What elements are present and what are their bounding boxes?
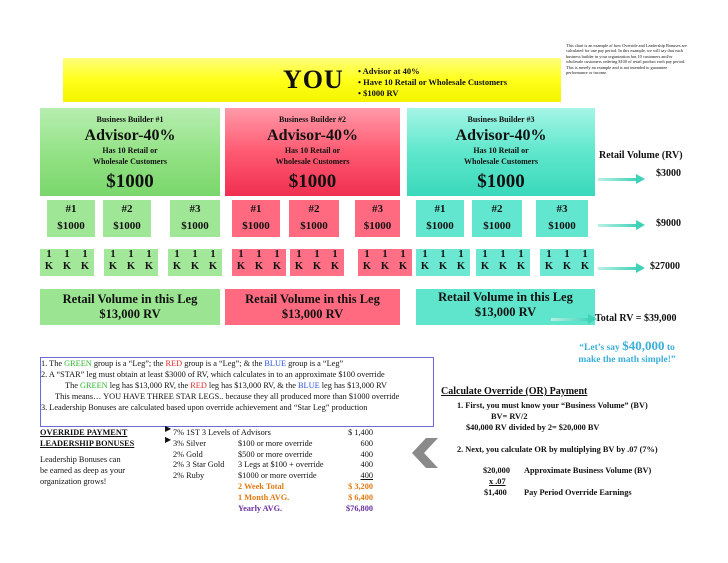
calc-formula: BV= RV/2 xyxy=(491,412,528,421)
level3-unit: K xyxy=(362,261,372,272)
override-amount: 400 xyxy=(360,449,373,459)
explanation-box xyxy=(40,357,434,427)
calc-value: $20,000 xyxy=(483,466,510,475)
override-pct: 2% Ruby xyxy=(173,471,205,481)
level3-count: 1 xyxy=(482,249,488,260)
level3-unit: K xyxy=(398,261,408,272)
level3-count: 1 xyxy=(110,249,116,260)
you-bullet: • Advisor at 40% xyxy=(358,66,420,76)
level2-box xyxy=(289,200,339,237)
level3-cell xyxy=(168,249,222,276)
calc-multiplier: x .07 xyxy=(489,477,506,486)
calc-step-1: 1. First, you must know your “Business Volume” (BV) xyxy=(457,401,648,410)
level2-num: #1 xyxy=(65,203,77,215)
calc-value: $1,400 xyxy=(484,488,507,497)
rv-value: $9000 xyxy=(656,218,681,229)
rv-total: Total RV = $39,000 xyxy=(595,313,677,324)
rv-header: Retail Volume (RV) xyxy=(599,150,683,161)
level3-unit: K xyxy=(254,261,264,272)
override-requirement: $500 or more override xyxy=(238,449,313,459)
leg-value: $13,000 RV xyxy=(474,305,537,319)
rv-value: $27000 xyxy=(650,261,680,272)
level3-unit: K xyxy=(380,261,390,272)
builder-line: Has 10 Retail or xyxy=(102,146,158,155)
level2-value: $1000 xyxy=(57,220,85,232)
level2-value: $1000 xyxy=(113,220,141,232)
level3-count: 1 xyxy=(458,249,464,260)
total-amount: $76,800 xyxy=(346,503,373,513)
lets-say-callout xyxy=(566,340,688,366)
override-amount: 400 xyxy=(360,460,373,470)
total-label: 2 Week Total xyxy=(238,481,284,491)
calc-label: Pay Period Override Earnings xyxy=(524,488,632,497)
level2-box xyxy=(536,200,588,237)
lets-say-text: make the math simple!” xyxy=(578,355,676,365)
explain-line: 1. The GREEN group is a “Leg”; the RED group is a “Leg”; & the BLUE group is a “Leg” xyxy=(41,359,344,368)
business-builder-3-box xyxy=(407,108,595,196)
override-row xyxy=(173,471,373,482)
desc-line: organization grows! xyxy=(40,476,107,486)
calc-label: Approximate Business Volume (BV) xyxy=(524,466,652,475)
level3-count: 1 xyxy=(314,249,320,260)
builder-rank: Advisor-40% xyxy=(84,127,176,144)
you-title: YOU xyxy=(283,65,344,94)
level2-num: #3 xyxy=(189,203,201,215)
level3-unit: K xyxy=(272,261,282,272)
lets-say-amount: $40,000 xyxy=(622,338,665,353)
builder-line: Wholesale Customers xyxy=(93,157,167,166)
builder-label: Business Builder #1 xyxy=(96,115,164,124)
override-pct: 2% 3 Star Gold xyxy=(173,460,225,470)
leadership-description xyxy=(40,455,125,487)
builder-label: Business Builder #3 xyxy=(467,115,535,124)
business-builder-1-box xyxy=(40,108,220,196)
lets-say-text: “Let’s say xyxy=(579,343,623,353)
level3-count: 1 xyxy=(174,249,180,260)
arrow-right-icon xyxy=(636,174,645,184)
leg-value: $13,000 RV xyxy=(99,307,161,321)
level3-unit: K xyxy=(294,261,304,272)
level3-unit: K xyxy=(456,261,466,272)
business-builder-2-box xyxy=(225,108,400,196)
leg-value: $13,000 RV xyxy=(281,307,344,321)
level2-box xyxy=(472,200,522,237)
level3-count: 1 xyxy=(82,249,88,260)
level3-unit: K xyxy=(516,261,526,272)
level3-cell xyxy=(290,249,344,276)
override-pct: 3% Silver xyxy=(173,438,206,448)
level3-count: 1 xyxy=(238,249,244,260)
level2-value: $1000 xyxy=(548,220,576,232)
level3-unit: K xyxy=(562,261,572,272)
builder-line: Has 10 Retail or xyxy=(473,146,529,155)
override-amount: $ 1,400 xyxy=(348,428,373,437)
bullet-arrow-icon: ▶ xyxy=(165,424,172,433)
builder-line: Wholesale Customers xyxy=(464,157,538,166)
override-heading: OVERRIDE PAYMENT xyxy=(40,428,128,437)
override-row xyxy=(173,428,373,439)
override-amount: 400 xyxy=(360,471,373,481)
level3-cell xyxy=(232,249,286,276)
level3-unit: K xyxy=(498,261,508,272)
level2-num: #1 xyxy=(434,203,446,215)
level2-num: #3 xyxy=(556,203,568,215)
you-bullets xyxy=(358,66,507,99)
level3-count: 1 xyxy=(500,249,506,260)
total-label: 1 Month AVG. xyxy=(238,492,290,502)
level3-count: 1 xyxy=(518,249,524,260)
leg-volume-green xyxy=(40,289,220,325)
builder-line: Wholesale Customers xyxy=(275,157,350,166)
override-row xyxy=(173,439,373,450)
level3-cell xyxy=(358,249,412,276)
level2-num: #1 xyxy=(250,203,262,215)
arrow-line xyxy=(598,178,638,181)
calc-title: Calculate Override (OR) Payment xyxy=(441,386,588,397)
explain-line: 2. A “STAR” leg must obtain at least $3000 of RV, which calculates in to an approximate $100 override xyxy=(41,370,385,379)
level2-value: $1000 xyxy=(242,220,270,232)
level3-unit: K xyxy=(190,261,200,272)
level3-count: 1 xyxy=(256,249,262,260)
level3-unit: K xyxy=(44,261,54,272)
level3-unit: K xyxy=(480,261,490,272)
override-amount: 600 xyxy=(360,438,373,448)
level3-count: 1 xyxy=(400,249,406,260)
leg-title: Retail Volume in this Leg xyxy=(438,290,573,304)
level3-unit: K xyxy=(62,261,72,272)
explain-line: This means… YOU HAVE THREE STAR LEGS.. because they all produced more than $1000 override xyxy=(55,392,400,401)
level2-box xyxy=(416,200,464,237)
chevron-left-icon xyxy=(412,438,438,468)
you-bullet: • $1000 RV xyxy=(358,88,399,98)
level3-count: 1 xyxy=(192,249,198,260)
level3-unit: K xyxy=(420,261,430,272)
desc-line: be earned as deep as your xyxy=(40,465,126,475)
level3-unit: K xyxy=(330,261,340,272)
total-amount: $ 6,400 xyxy=(348,492,373,502)
level3-unit: K xyxy=(312,261,322,272)
level2-value: $1000 xyxy=(181,220,209,232)
level3-count: 1 xyxy=(382,249,388,260)
level3-count: 1 xyxy=(296,249,302,260)
arrow-line xyxy=(551,318,591,321)
level3-unit: K xyxy=(580,261,590,272)
builder-amount: $1000 xyxy=(106,171,154,192)
level2-box xyxy=(232,200,280,237)
you-bullet: • Have 10 Retail or Wholesale Customers xyxy=(358,77,508,87)
builder-amount: $1000 xyxy=(477,171,525,192)
arrow-line xyxy=(598,267,638,270)
leg-title: Retail Volume in this Leg xyxy=(62,292,198,306)
level3-count: 1 xyxy=(64,249,70,260)
level3-unit: K xyxy=(108,261,118,272)
level2-num: #2 xyxy=(491,203,503,215)
level2-value: $1000 xyxy=(363,220,392,232)
disclaimer-note: This chart is an example of how Override and Leadership Bonuses are calculated for one pay period. In this example, we will say that each business builder in your organization has 10 customers and/or wholesale customers ordering $100 of retail product each pay period. This is merely an example and is not intended to guarantee performance or income. xyxy=(566,43,687,76)
level3-unit: K xyxy=(144,261,154,272)
level3-unit: K xyxy=(126,261,136,272)
level2-box xyxy=(103,200,151,237)
override-row xyxy=(173,450,373,461)
calc-step-2: 2. Next, you calculate OR by multiplying BV by .07 (7%) xyxy=(457,445,658,454)
level3-count: 1 xyxy=(274,249,280,260)
level3-count: 1 xyxy=(146,249,152,260)
override-table xyxy=(173,428,373,514)
level3-count: 1 xyxy=(422,249,428,260)
level3-count: 1 xyxy=(210,249,216,260)
level3-count: 1 xyxy=(546,249,552,260)
total-amount: $ 3,200 xyxy=(348,481,373,491)
level3-cell xyxy=(40,249,94,276)
level2-num: #3 xyxy=(372,203,383,215)
explain-line: The GREEN leg has $13,000 RV, the RED leg has $13,000 RV, & the BLUE leg has $13,000 RV xyxy=(65,381,387,390)
arrow-line xyxy=(598,224,638,227)
override-row xyxy=(173,460,373,471)
arrow-right-icon xyxy=(636,263,645,273)
override-total-row xyxy=(173,493,373,504)
override-requirement: 3 Legs at $100 + override xyxy=(238,460,324,470)
level2-box xyxy=(47,200,95,237)
level3-unit: K xyxy=(236,261,246,272)
level3-count: 1 xyxy=(364,249,370,260)
level3-cell xyxy=(476,249,530,276)
level3-count: 1 xyxy=(332,249,338,260)
level3-count: 1 xyxy=(128,249,134,260)
override-pct: 7% 1ST 3 Levels of Advisors xyxy=(173,428,271,437)
calc-step-1b: $40,000 RV divided by 2= $20,000 BV xyxy=(466,423,600,432)
override-total-row xyxy=(173,504,373,515)
rv-value: $3000 xyxy=(656,168,681,179)
level2-value: $1000 xyxy=(426,220,454,232)
builder-amount: $1000 xyxy=(288,171,337,192)
leg-title: Retail Volume in this Leg xyxy=(245,292,380,306)
level3-count: 1 xyxy=(46,249,52,260)
total-label: Yearly AVG. xyxy=(238,503,283,513)
override-requirement: $1000 or more override xyxy=(238,471,317,481)
level2-num: #2 xyxy=(308,203,320,215)
leg-volume-red xyxy=(225,289,400,325)
builder-line: Has 10 Retail or xyxy=(284,146,341,155)
level3-cell xyxy=(416,249,470,276)
level2-value: $1000 xyxy=(300,220,328,232)
builder-label: Business Builder #2 xyxy=(279,115,346,124)
builder-rank: Advisor-40% xyxy=(455,127,547,144)
level3-unit: K xyxy=(172,261,182,272)
lets-say-text: to xyxy=(664,343,675,353)
level3-unit: K xyxy=(80,261,90,272)
level2-box xyxy=(355,200,400,237)
level3-count: 1 xyxy=(582,249,588,260)
level3-unit: K xyxy=(544,261,554,272)
level3-cell xyxy=(540,249,594,276)
builder-rank: Advisor-40% xyxy=(267,127,358,144)
level3-unit: K xyxy=(208,261,218,272)
bullet-arrow-icon: ▶ xyxy=(165,435,172,444)
level3-count: 1 xyxy=(440,249,446,260)
arrow-right-icon xyxy=(636,220,645,230)
level2-box xyxy=(170,200,220,237)
level2-value: $1000 xyxy=(483,220,511,232)
level3-cell xyxy=(104,249,158,276)
level3-unit: K xyxy=(438,261,448,272)
level3-count: 1 xyxy=(564,249,570,260)
desc-line: Leadership Bonuses can xyxy=(40,455,121,464)
override-requirement: $100 or more override xyxy=(238,438,313,448)
override-pct: 2% Gold xyxy=(173,449,203,459)
explain-line: 3. Leadership Bonuses are calculated based upon override achievement and “Star Leg” production xyxy=(41,403,368,412)
leadership-heading: LEADERSHIP BONUSES xyxy=(40,439,135,448)
override-total-row xyxy=(173,482,373,493)
level2-num: #2 xyxy=(121,203,133,215)
